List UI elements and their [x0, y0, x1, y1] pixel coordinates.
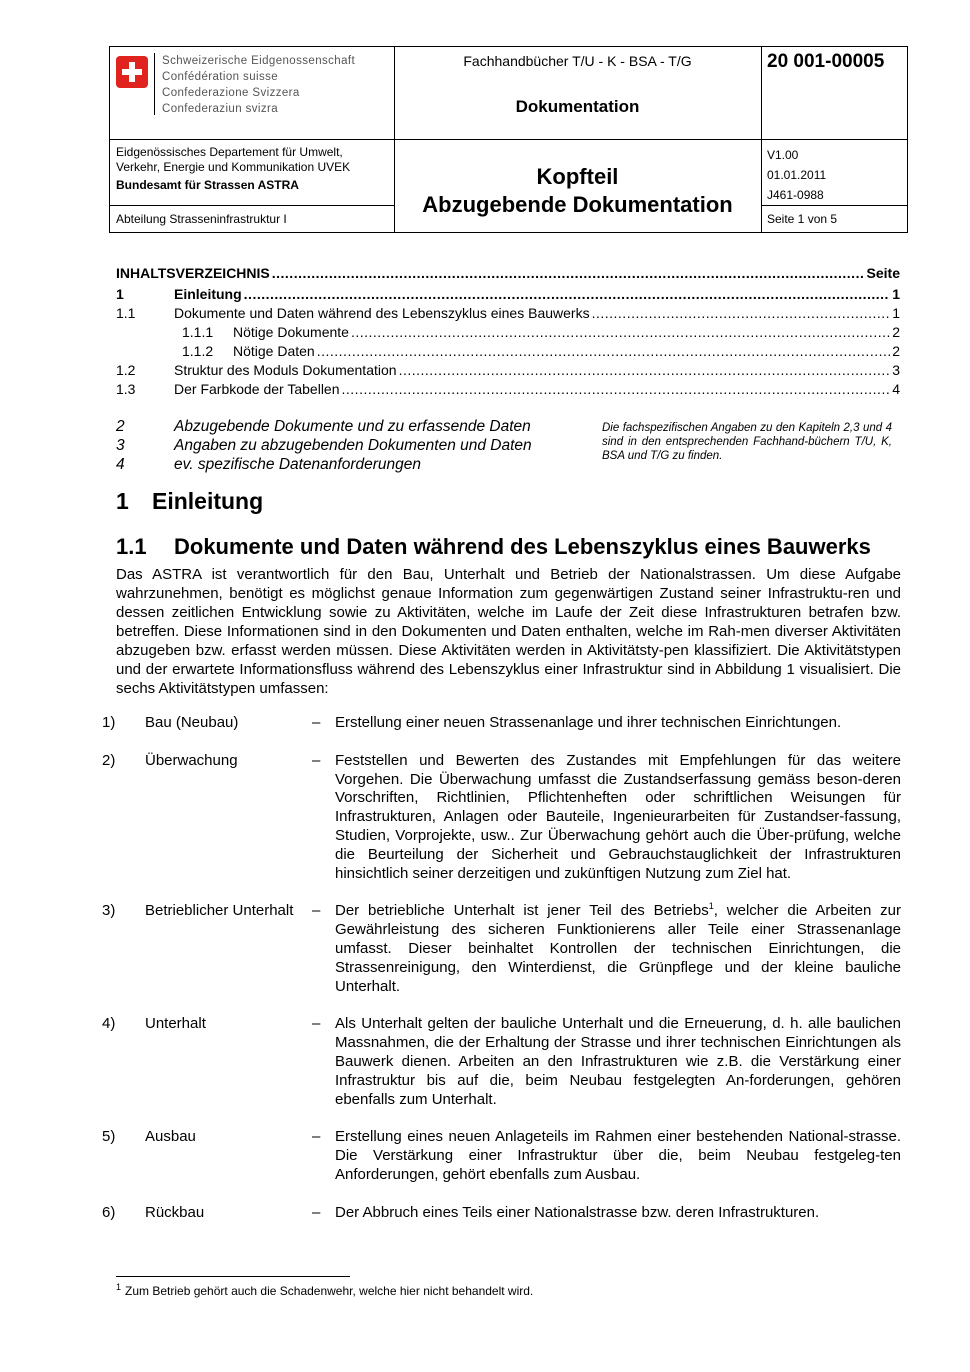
toc-heading-row: [116, 264, 900, 285]
toc-num: 1: [116, 286, 124, 302]
toc-page: 1: [892, 305, 900, 321]
item-dash: –: [312, 714, 321, 731]
intro-paragraph: Das ASTRA ist verantwortlich für den Bau, Unterhalt und Betrieb der Nationalstrassen. Um diese Aufgabe wahrzunehmen, benötigt es möglichst genaue Information zum gegenwärtigen Zustand seiner Infrastruktu-ren und dessen zeitlichen Entwicklung sowie zu Aktivitäten, welche im Laufe der Zeit diese Infrastrukturen betrafen bzw. betreffen. Diese Informationen sind in den Dokumenten und Daten enthalten, welche im Rah-men diverser Aktivitäten abzugeben bzw. erfasst werden müssen. Diese Aktivitäten werden in Aktivitätsty-pen klassifiziert. Die Aktivitätstypen und der erwartete Informationsfluss während des Lebenszyklus einer Infrastruktur sind in Abbildung 1 visualisiert. Die sechs Aktivitätstypen umfassen:: [116, 566, 901, 697]
item-num: 6): [102, 1203, 116, 1221]
handbook-series: Fachhandbücher T/U - K - BSA - T/G: [463, 53, 692, 69]
toc-num: 1.1.2: [182, 343, 214, 359]
logo-line: Confédération suisse: [162, 71, 279, 83]
toc-title: Dokumente und Daten während des Lebenszyklus eines Bauwerks: [174, 305, 590, 321]
office-name: Bundesamt für Strassen ASTRA: [116, 178, 299, 192]
item-label: Rückbau: [145, 1203, 205, 1221]
footnote-ref[interactable]: 1: [708, 901, 714, 912]
later-chapter: [116, 417, 532, 436]
table-of-contents: [116, 264, 900, 399]
page-number: Seite 1 von 5: [767, 212, 838, 226]
toc-num: 1.3: [116, 381, 136, 397]
footnote-num: 1: [116, 1282, 122, 1292]
footnote-text: Zum Betrieb gehört auch die Schadenwehr, welche hier nicht behandelt wird.: [125, 1284, 534, 1298]
toc-page: 2: [892, 324, 900, 340]
toc-entry[interactable]: [116, 304, 900, 323]
toc-page-label: Seite: [866, 265, 900, 281]
chapter-title: Angaben zu abzugebenden Dokumenten und Daten: [174, 437, 532, 454]
item-text: Erstellung einer neuen Strassenanlage und ihrer technischen Einrichtungen.: [335, 714, 842, 731]
toc-page: 1: [892, 286, 900, 302]
item-text-part: , welcher die Arbeiten zur Gewährleistung des sicheren Funktionierens aller Teile einer Strassenanlage umfasst. Dieser beinhaltet Kontrollen der technischen Einrichtungen, die Strassenreinigung, den Winterdienst, die Grünpflege und der kleine bauliche Unterhalt.: [335, 902, 902, 995]
section-heading-1: [116, 488, 263, 515]
toc-title: Struktur des Moduls Dokumentation: [174, 362, 397, 378]
document-title: [394, 163, 761, 219]
document-header: [109, 46, 908, 233]
toc-entry[interactable]: [116, 361, 900, 380]
item-label: Unterhalt: [145, 1015, 206, 1033]
item-text: Der Abbruch eines Teils einer Nationalstrasse bzw. deren Infrastrukturen.: [335, 1203, 820, 1221]
toc-num: 1.1.1: [182, 324, 214, 340]
item-dash: –: [312, 751, 321, 769]
list-item: [102, 714, 901, 733]
document-type: Dokumentation: [515, 97, 640, 116]
footnote: [116, 1282, 533, 1298]
toc-title: Einleitung: [174, 286, 242, 302]
footnote-separator: [116, 1276, 350, 1277]
toc-entry[interactable]: [116, 323, 900, 342]
list-item: [102, 902, 901, 996]
title-line: Kopfteil: [536, 164, 619, 189]
logo-line: Confederaziun svizra: [162, 103, 279, 115]
swiss-confederation-logo: [116, 53, 355, 117]
division: Abteilung Strasseninfrastruktur I: [116, 212, 287, 226]
item-num: 3): [102, 902, 116, 920]
item-num: 4): [102, 1015, 116, 1033]
chapter-num: 2: [116, 418, 125, 435]
toc-entry[interactable]: [116, 285, 900, 304]
version: V1.00: [767, 148, 799, 162]
logo-line: Schweizerische Eidgenossenschaft: [162, 55, 356, 67]
toc-page: 4: [892, 381, 900, 397]
list-item: [102, 752, 901, 884]
date: 01.01.2011: [767, 168, 827, 182]
reference: J461-0988: [767, 188, 824, 202]
chapter-num: 4: [116, 456, 125, 473]
item-label: Überwachung: [145, 751, 238, 769]
section-title: Dokumente und Daten während des Lebenszyklus eines Bauwerks: [174, 534, 871, 559]
item-num: 2): [102, 751, 116, 769]
item-text: Feststellen und Bewerten des Zustandes mit Empfehlungen für das weitere Vorgehen. Die Überwachung umfasst die Zustandserfassung gemäss beson-deren Vorschriften, Richtlinien, Pflichtenheften oder schriftlichen Weisungen für Infrastrukturen, Anlagen oder Bauteile, Ingenieurarbeiten für Zustandser-fassung, Studien, Vorprojekte, usw.. Zur Überwachung gehört auch die Über-prüfung, welche die Beurteilung der Sicherheit und Gebrauchstauglichkeit der Infrastrukturen hinsichtlich seiner derzeitigen und zukünftigen Nutzung zum Ziel hat.: [335, 751, 901, 882]
department: [116, 145, 350, 193]
toc-num: 1.1: [116, 305, 136, 321]
department-line: Verkehr, Energie und Kommunikation UVEK: [116, 160, 351, 174]
chapter-note: Die fachspezifischen Angaben zu den Kapiteln 2,3 und 4 sind in den entsprechenden Fachhand-büchern T/U, K, BSA und T/G zu finden.: [602, 422, 892, 462]
swiss-cross-icon: [116, 56, 148, 88]
section-num: 1: [116, 488, 129, 514]
section-heading-1-1: [116, 534, 871, 560]
toc-title: Der Farbkode der Tabellen: [174, 381, 340, 397]
logo-line: Confederazione Svizzera: [162, 87, 300, 99]
item-text: [335, 902, 901, 996]
item-text-part: Der betriebliche Unterhalt ist jener Teil des Betriebs: [335, 902, 709, 920]
chapter-num: 3: [116, 437, 125, 454]
toc-entry[interactable]: [116, 342, 900, 361]
item-label: Bau (Neubau): [145, 714, 239, 731]
version-info: [767, 145, 826, 205]
item-num: 1): [102, 714, 116, 731]
toc-entry[interactable]: [116, 380, 900, 399]
activity-types-list: [102, 714, 901, 1223]
list-item: [102, 1204, 901, 1223]
toc-heading: INHALTSVERZEICHNIS: [116, 265, 270, 281]
toc-page: 3: [892, 362, 900, 378]
item-dash: –: [312, 902, 321, 920]
toc-title: Nötige Daten: [233, 343, 315, 359]
department-line: Eidgenössisches Departement für Umwelt,: [116, 145, 343, 159]
list-item: [102, 1015, 901, 1109]
list-item: [102, 1128, 901, 1184]
item-num: 5): [102, 1128, 116, 1146]
section-num: 1.1: [116, 534, 147, 559]
item-label: Ausbau: [145, 1128, 196, 1146]
title-line: Abzugebende Dokumentation: [422, 192, 733, 217]
chapter-title: Abzugebende Dokumente und zu erfassende Daten: [174, 418, 531, 435]
later-chapter: [116, 455, 532, 474]
toc-page: 2: [892, 343, 900, 359]
item-dash: –: [312, 1203, 321, 1221]
chapter-title: ev. spezifische Datenanforderungen: [174, 456, 422, 473]
item-dash: –: [312, 1128, 321, 1146]
document-number: 20 001-00005: [767, 51, 885, 72]
item-dash: –: [312, 1015, 321, 1033]
item-text: Als Unterhalt gelten der bauliche Unterhalt und die Erneuerung, d. h. alle baulichen Massnahmen, die der Erhaltung der Strasse und ihrer technischen Einrichtungen als Bauwerk dienen. Arbeiten an den Infrastrukturen wie z.B. die Verstärkung einer Infrastruktur bis auf die, beim Neubau festgelegten An-forderungen, gehören ebenfalls zum Unterhalt.: [335, 1015, 901, 1108]
section-title: Einleitung: [152, 488, 264, 514]
item-text: Erstellung eines neuen Anlageteils im Rahmen einer bestehenden National-strasse. Die Verstärkung einer Infrastruktur über die, beim Neubau festgeleg-ten Anforderungen, gehört ebenfalls zum Ausbau.: [335, 1128, 901, 1183]
toc-num: 1.2: [116, 362, 136, 378]
toc-title: Nötige Dokumente: [233, 324, 349, 340]
later-chapter: [116, 436, 532, 455]
later-chapters-list: [116, 417, 532, 474]
item-label: Betrieblicher Unterhalt: [145, 902, 294, 920]
